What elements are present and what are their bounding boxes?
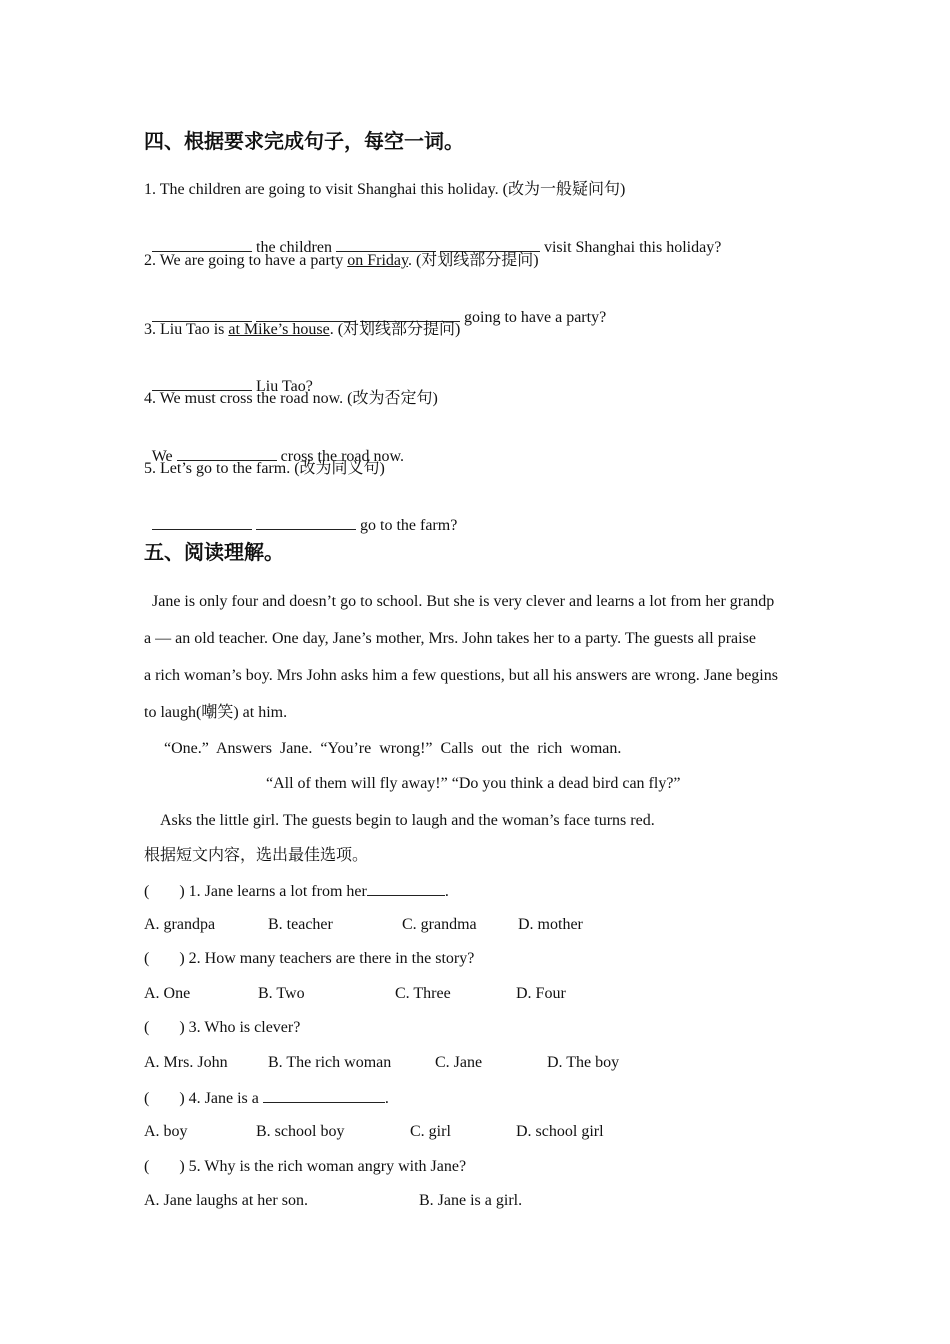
option-b[interactable]: B. school boy [256, 1123, 345, 1140]
underlined-phrase: at Mike’s house [228, 321, 330, 338]
question-4: 4. We must cross the road now. (改为否定句) [144, 390, 438, 407]
answer-line-2: going to have a party? [144, 286, 606, 328]
answer-line-3: Liu Tao? [144, 355, 313, 397]
passage-line: to laugh(嘲笑) at him. [144, 704, 288, 721]
option-c[interactable]: C. girl [410, 1123, 451, 1140]
option-c[interactable]: C. grandma [402, 916, 477, 933]
mc-question-1: ( ) 1. Jane learns a lot from her . [144, 880, 449, 902]
option-b[interactable]: B. Jane is a girl. [419, 1192, 523, 1209]
blank[interactable] [367, 880, 445, 896]
question-2: 2. We are going to have a party on Friday. (对划线部分提问) [144, 252, 539, 269]
blank[interactable] [152, 236, 252, 252]
passage-line: Asks the little girl. The guests begin to laugh and the woman’s face turns red. [160, 812, 655, 829]
answer-line-1: the children visit Shanghai this holiday? [144, 216, 721, 258]
option-d[interactable]: D. mother [518, 916, 583, 933]
blank[interactable] [263, 1087, 385, 1103]
section5-title: 五、阅读理解。 [144, 540, 284, 564]
passage-line: “One.” Answers Jane. “You’re wrong!” Calls out the rich woman. [164, 740, 622, 757]
option-c[interactable]: C. Jane [435, 1054, 483, 1071]
question-3: 3. Liu Tao is at Mike’s house. (对划线部分提问) [144, 321, 461, 338]
option-d[interactable]: D. Four [516, 985, 566, 1002]
option-b[interactable]: B. teacher [268, 916, 333, 933]
underlined-phrase: on Friday [347, 252, 408, 269]
passage-line: a — an old teacher. One day, Jane’s mother, Mrs. John takes her to a party. The guests all praise [144, 630, 756, 647]
option-a[interactable]: A. Mrs. John [144, 1054, 228, 1071]
option-b[interactable]: B. Two [258, 985, 305, 1002]
mc-question-2: ( ) 2. How many teachers are there in the story? [144, 950, 475, 967]
option-a[interactable]: A. Jane laughs at her son. [144, 1192, 308, 1209]
passage-line: a rich woman’s boy. Mrs John asks him a few questions, but all his answers are wrong. Jane begins [144, 667, 778, 684]
blank[interactable] [152, 514, 252, 530]
question-1: 1. The children are going to visit Shanghai this holiday. (改为一般疑问句) [144, 181, 626, 198]
option-a[interactable]: A. grandpa [144, 916, 216, 933]
section4-title: 四、根据要求完成句子，每空一词。 [144, 129, 464, 153]
option-a[interactable]: A. One [144, 985, 191, 1002]
instruction: 根据短文内容，选出最佳选项。 [144, 847, 369, 864]
mc-question-5: ( ) 5. Why is the rich woman angry with Jane? [144, 1158, 467, 1175]
answer-line-4: We cross the road now. [144, 425, 404, 467]
option-c[interactable]: C. Three [395, 985, 451, 1002]
option-d[interactable]: D. The boy [547, 1054, 620, 1071]
question-5: 5. Let’s go to the farm. (改为同义句) [144, 460, 385, 477]
option-b[interactable]: B. The rich woman [268, 1054, 392, 1071]
blank[interactable] [440, 236, 540, 252]
option-a[interactable]: A. boy [144, 1123, 188, 1140]
answer-line-5: go to the farm? [144, 494, 457, 536]
mc-question-4: ( ) 4. Jane is a . [144, 1087, 389, 1109]
passage-line: “All of them will fly away!” “Do you think a dead bird can fly?” [266, 775, 681, 792]
option-d[interactable]: D. school girl [516, 1123, 604, 1140]
blank[interactable] [256, 514, 356, 530]
mc-question-3: ( ) 3. Who is clever? [144, 1019, 301, 1036]
passage-line: Jane is only four and doesn’t go to school. But she is very clever and learns a lot from her grandp [152, 593, 775, 610]
blank[interactable] [336, 236, 436, 252]
